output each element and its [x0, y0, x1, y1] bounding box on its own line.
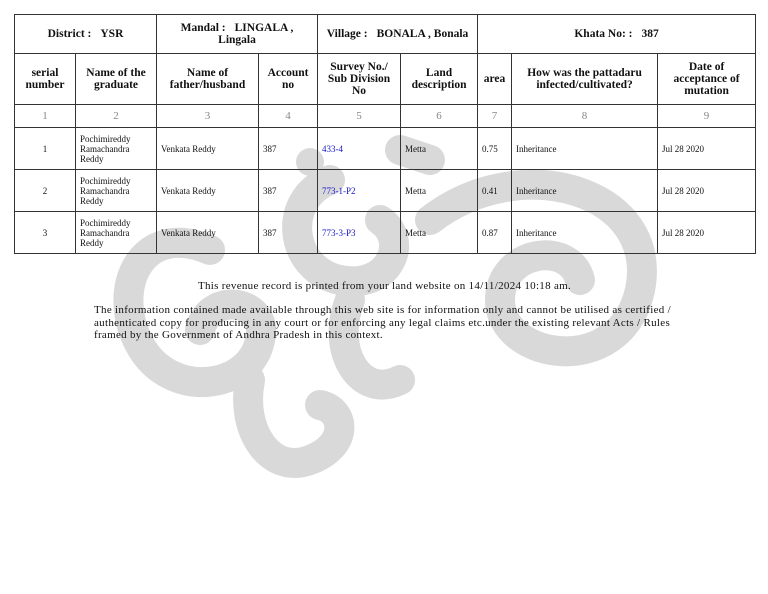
disclaimer-text: The information contained made available through this web site is for information only and cannot be utilised as certified / authenticated copy for producing in any court or for enforcing any legal claims etc.under the existing relevant Acts / Rules framed by the Government of Andhra Pradesh in this context.	[94, 304, 671, 341]
mutation-date-cell: Jul 28 2020	[658, 212, 756, 254]
column-header: serial number	[15, 54, 76, 105]
area-cell: 0.75	[478, 128, 512, 170]
serial-cell: 3	[15, 212, 76, 254]
khata-label: Khata No: :	[574, 28, 633, 40]
column-header: Date of acceptance of mutation	[658, 54, 756, 105]
land-description-cell: Metta	[401, 212, 478, 254]
column-header: Land description	[401, 54, 478, 105]
district-value: YSR	[100, 28, 124, 40]
land-description-cell: Metta	[401, 170, 478, 212]
column-number-row	[15, 105, 756, 128]
father-name-cell: Venkata Reddy	[157, 170, 259, 212]
survey-cell	[318, 212, 401, 254]
survey-link[interactable]: 773-3-P3	[322, 227, 356, 238]
mandal-value: LINGALA , Lingala	[218, 22, 294, 46]
district-cell	[15, 15, 157, 54]
village-cell	[318, 15, 478, 54]
khata-value: 387	[641, 28, 659, 40]
mandal-cell	[157, 15, 318, 54]
serial-cell: 2	[15, 170, 76, 212]
column-number: 2	[76, 105, 157, 128]
graduate-name-cell: Pochimireddy Ramachandra Reddy	[76, 212, 157, 254]
account-cell: 387	[259, 128, 318, 170]
cultivation-cell: Inheritance	[512, 212, 658, 254]
column-header: Account no	[259, 54, 318, 105]
column-number: 4	[259, 105, 318, 128]
cultivation-cell: Inheritance	[512, 170, 658, 212]
printed-note: This revenue record is printed from your land website on 14/11/2024 10:18 am.	[197, 280, 572, 292]
column-number: 3	[157, 105, 259, 128]
table-row	[15, 128, 756, 170]
column-number: 6	[401, 105, 478, 128]
survey-link[interactable]: 433-4	[322, 143, 344, 154]
column-header: area	[478, 54, 512, 105]
column-number: 8	[512, 105, 658, 128]
column-header: How was the pattadaru infected/cultivated?	[512, 54, 658, 105]
survey-cell	[318, 170, 401, 212]
column-number: 5	[318, 105, 401, 128]
graduate-name-cell: Pochimireddy Ramachandra Reddy	[76, 170, 157, 212]
graduate-name-cell: Pochimireddy Ramachandra Reddy	[76, 128, 157, 170]
location-header-row	[15, 15, 756, 54]
village-value: BONALA , Bonala	[376, 28, 469, 40]
father-name-cell: Venkata Reddy	[157, 212, 259, 254]
mandal-label: Mandal :	[180, 22, 226, 34]
account-cell: 387	[259, 170, 318, 212]
cultivation-cell: Inheritance	[512, 128, 658, 170]
column-number: 7	[478, 105, 512, 128]
mutation-date-cell: Jul 28 2020	[658, 128, 756, 170]
survey-cell	[318, 128, 401, 170]
table-row	[15, 170, 756, 212]
column-header: Name of father/husband	[157, 54, 259, 105]
account-cell: 387	[259, 212, 318, 254]
khata-cell	[478, 15, 756, 54]
column-header-row	[15, 54, 756, 105]
area-cell: 0.87	[478, 212, 512, 254]
area-cell: 0.41	[478, 170, 512, 212]
column-number: 9	[658, 105, 756, 128]
column-header: Name of the graduate	[76, 54, 157, 105]
father-name-cell: Venkata Reddy	[157, 128, 259, 170]
land-record-table	[14, 14, 756, 254]
column-number: 1	[15, 105, 76, 128]
mutation-date-cell: Jul 28 2020	[658, 170, 756, 212]
table-row	[15, 212, 756, 254]
district-label: District :	[47, 28, 92, 40]
survey-link[interactable]: 773-1-P2	[322, 185, 356, 196]
serial-cell: 1	[15, 128, 76, 170]
column-header: Survey No./ Sub Division No	[318, 54, 401, 105]
village-label: Village :	[326, 28, 368, 40]
land-description-cell: Metta	[401, 128, 478, 170]
